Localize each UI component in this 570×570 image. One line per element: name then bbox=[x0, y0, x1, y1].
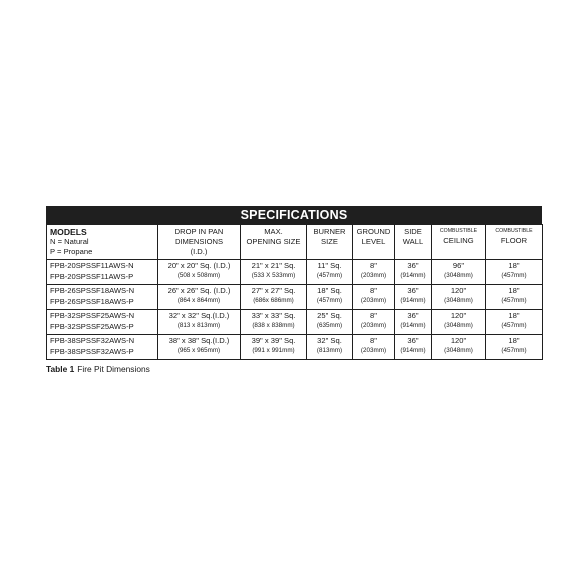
side-value: 36" bbox=[407, 261, 419, 270]
models-header-natural: N = Natural bbox=[50, 237, 89, 246]
ceiling-header-line1: COMBUSTIBLE bbox=[439, 228, 478, 234]
ceiling-metric: (3048mm) bbox=[444, 322, 473, 329]
table-caption-text: Fire Pit Dimensions bbox=[77, 364, 150, 374]
drop-pan-cell bbox=[158, 285, 241, 310]
model-propane: FPB-26SPSSF18AWS-P bbox=[50, 297, 134, 306]
ground-metric: (203mm) bbox=[360, 347, 387, 354]
model-cell bbox=[47, 310, 158, 335]
max-opening-header-line1: MAX. bbox=[264, 227, 283, 236]
model-cell bbox=[47, 285, 158, 310]
burner-metric: (813mm) bbox=[316, 347, 343, 354]
ceiling-value: 96" bbox=[452, 261, 465, 270]
ground-header-line2: LEVEL bbox=[361, 237, 386, 246]
floor-value: 18" bbox=[508, 336, 520, 345]
model-propane: FPB-32SPSSF25AWS-P bbox=[50, 322, 134, 331]
model-cell bbox=[47, 335, 158, 360]
burner-cell bbox=[307, 285, 353, 310]
max-opening-metric: (991 x 991mm) bbox=[252, 347, 295, 354]
max-opening-metric: (533 X 533mm) bbox=[251, 272, 296, 279]
combustible-floor-header bbox=[486, 225, 543, 260]
max-opening-metric: (686x 686mm) bbox=[253, 297, 294, 304]
burner-cell bbox=[307, 335, 353, 360]
burner-metric: (457mm) bbox=[316, 297, 343, 304]
drop-pan-metric: (864 x 864mm) bbox=[177, 297, 221, 304]
ceiling-metric: (3048mm) bbox=[444, 272, 473, 279]
side-metric: (914mm) bbox=[400, 297, 426, 304]
drop-pan-cell bbox=[158, 310, 241, 335]
burner-value: 32" Sq. bbox=[317, 336, 342, 345]
max-opening-value: 27" x 27" Sq. bbox=[251, 286, 296, 295]
floor-header-line1: COMBUSTIBLE bbox=[495, 228, 533, 234]
max-opening-header-line2: OPENING SIZE bbox=[246, 237, 301, 246]
burner-value: 18" Sq. bbox=[317, 286, 342, 295]
table-caption bbox=[46, 364, 150, 374]
max-opening-cell bbox=[241, 260, 307, 285]
model-natural: FPB-32SPSSF25AWS-N bbox=[50, 311, 135, 320]
ceiling-metric: (3048mm) bbox=[444, 347, 473, 354]
ground-value: 8" bbox=[370, 336, 377, 345]
ground-header-line1: GROUND bbox=[356, 227, 391, 236]
ground-cell bbox=[353, 335, 395, 360]
table-row bbox=[47, 260, 543, 285]
model-natural: FPB-26SPSSF18AWS-N bbox=[50, 286, 135, 295]
drop-pan-cell bbox=[158, 260, 241, 285]
floor-metric: (457mm) bbox=[501, 347, 527, 354]
specifications-title: SPECIFICATIONS bbox=[46, 206, 542, 224]
specifications-block bbox=[46, 206, 542, 360]
model-propane: FPB-38SPSSF32AWS-P bbox=[50, 347, 134, 356]
max-opening-value: 33" x 33" Sq. bbox=[251, 311, 296, 320]
ground-metric: (203mm) bbox=[360, 322, 387, 329]
max-opening-cell bbox=[241, 310, 307, 335]
floor-value: 18" bbox=[508, 311, 520, 320]
burner-cell bbox=[307, 260, 353, 285]
ground-cell bbox=[353, 310, 395, 335]
drop-pan-metric: (508 x 508mm) bbox=[177, 272, 221, 279]
ground-metric: (203mm) bbox=[360, 272, 387, 279]
ceiling-header-line2: CEILING bbox=[443, 236, 474, 245]
max-opening-value: 39" x 39" Sq. bbox=[251, 336, 296, 345]
burner-value: 25" Sq. bbox=[317, 311, 342, 320]
burner-header-line2: SIZE bbox=[321, 237, 338, 246]
floor-header-line2: FLOOR bbox=[500, 236, 528, 245]
ceiling-cell bbox=[432, 310, 486, 335]
side-metric: (914mm) bbox=[400, 272, 426, 279]
floor-cell bbox=[486, 310, 543, 335]
side-value: 36" bbox=[407, 311, 419, 320]
floor-cell bbox=[486, 260, 543, 285]
floor-metric: (457mm) bbox=[501, 322, 527, 329]
ground-value: 8" bbox=[370, 261, 377, 270]
model-natural: FPB-38SPSSF32AWS-N bbox=[50, 336, 135, 345]
side-header-line2: WALL bbox=[402, 237, 424, 246]
max-opening-cell bbox=[241, 285, 307, 310]
ceiling-cell bbox=[432, 285, 486, 310]
drop-pan-header-line2: DIMENSIONS bbox=[174, 237, 224, 246]
floor-value: 18" bbox=[508, 286, 520, 295]
side-metric: (914mm) bbox=[400, 322, 426, 329]
burner-metric: (457mm) bbox=[316, 272, 343, 279]
floor-cell bbox=[486, 335, 543, 360]
specifications-table bbox=[46, 224, 543, 360]
max-opening-cell bbox=[241, 335, 307, 360]
side-wall-header bbox=[395, 225, 432, 260]
ceiling-metric: (3048mm) bbox=[444, 297, 473, 304]
ground-value: 8" bbox=[370, 311, 377, 320]
burner-header-line1: BURNER bbox=[313, 227, 346, 236]
ceiling-cell bbox=[432, 335, 486, 360]
models-header bbox=[47, 225, 158, 260]
models-header-propane: P = Propane bbox=[50, 246, 93, 256]
drop-pan-header-line3: (I.D.) bbox=[190, 247, 208, 256]
ground-value: 8" bbox=[370, 286, 377, 295]
ground-cell bbox=[353, 260, 395, 285]
table-caption-label: Table 1 bbox=[46, 364, 75, 374]
ground-level-header bbox=[353, 225, 395, 260]
floor-metric: (457mm) bbox=[501, 272, 527, 279]
ceiling-value: 120" bbox=[450, 311, 467, 320]
table-row bbox=[47, 310, 543, 335]
ground-cell bbox=[353, 285, 395, 310]
side-header-line1: SIDE bbox=[404, 227, 422, 236]
side-metric: (914mm) bbox=[400, 347, 426, 354]
side-cell bbox=[395, 285, 432, 310]
drop-pan-metric: (813 x 813mm) bbox=[177, 322, 221, 329]
ceiling-cell bbox=[432, 260, 486, 285]
model-cell bbox=[47, 260, 158, 285]
header-row bbox=[47, 225, 543, 260]
floor-metric: (457mm) bbox=[501, 297, 527, 304]
drop-pan-header-line1: DROP IN PAN bbox=[174, 227, 224, 236]
model-natural: FPB-20SPSSF11AWS-N bbox=[50, 261, 134, 270]
drop-pan-value: 32" x 32" Sq.(I.D.) bbox=[168, 311, 230, 320]
burner-value: 11" Sq. bbox=[317, 261, 342, 270]
model-propane: FPB-20SPSSF11AWS-P bbox=[50, 272, 134, 281]
side-value: 36" bbox=[407, 286, 419, 295]
burner-cell bbox=[307, 310, 353, 335]
models-header-title: MODELS bbox=[50, 227, 87, 237]
drop-pan-header bbox=[158, 225, 241, 260]
combustible-ceiling-header bbox=[432, 225, 486, 260]
floor-value: 18" bbox=[508, 261, 520, 270]
max-opening-value: 21" x 21" Sq. bbox=[251, 261, 296, 270]
burner-header bbox=[307, 225, 353, 260]
side-cell bbox=[395, 310, 432, 335]
drop-pan-value: 26" x 26" Sq. (I.D.) bbox=[167, 286, 231, 295]
ground-metric: (203mm) bbox=[360, 297, 387, 304]
side-value: 36" bbox=[407, 336, 419, 345]
drop-pan-value: 20" x 20" Sq. (I.D.) bbox=[167, 261, 231, 270]
side-cell bbox=[395, 335, 432, 360]
table-row bbox=[47, 335, 543, 360]
ceiling-value: 120" bbox=[450, 286, 467, 295]
table-row bbox=[47, 285, 543, 310]
side-cell bbox=[395, 260, 432, 285]
ceiling-value: 120" bbox=[450, 336, 467, 345]
max-opening-metric: (838 x 838mm) bbox=[252, 322, 295, 329]
max-opening-header bbox=[241, 225, 307, 260]
drop-pan-value: 38" x 38" Sq.(I.D.) bbox=[168, 336, 230, 345]
drop-pan-metric: (965 x 965mm) bbox=[177, 347, 221, 354]
floor-cell bbox=[486, 285, 543, 310]
drop-pan-cell bbox=[158, 335, 241, 360]
burner-metric: (635mm) bbox=[316, 322, 343, 329]
